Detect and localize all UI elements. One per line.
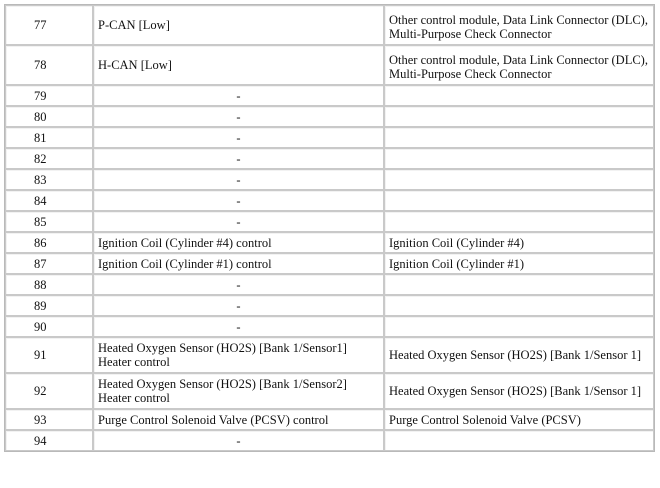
table-row (5, 295, 654, 316)
pin-description: - (93, 295, 384, 316)
pin-number: 78 (5, 45, 93, 85)
pin-connection (384, 5, 654, 45)
table-row (5, 190, 654, 211)
pin-connection (384, 430, 654, 451)
table-row (5, 253, 654, 274)
pin-description: - (93, 127, 384, 148)
connection-line: Multi-Purpose Check Connector (389, 27, 552, 41)
pin-connection: Ignition Coil (Cylinder #1) (384, 253, 654, 274)
pin-connection (384, 169, 654, 190)
connection-line: Multi-Purpose Check Connector (389, 67, 552, 81)
description-line: Heated Oxygen Sensor (HO2S) [Bank 1/Sensor1] (98, 341, 347, 355)
pin-connection (384, 45, 654, 85)
pin-number: 80 (5, 106, 93, 127)
pin-connection (384, 316, 654, 337)
pin-connection: Ignition Coil (Cylinder #4) (384, 232, 654, 253)
table-row (5, 373, 654, 409)
pin-description: Ignition Coil (Cylinder #1) control (93, 253, 384, 274)
pin-description (93, 373, 384, 409)
table-row (5, 5, 654, 45)
table-row (5, 127, 654, 148)
pin-description (93, 337, 384, 373)
description-line: P-CAN [Low] (98, 18, 170, 32)
pin-number: 90 (5, 316, 93, 337)
table-row (5, 232, 654, 253)
pin-connection (384, 127, 654, 148)
pin-description: - (93, 148, 384, 169)
pin-number: 85 (5, 211, 93, 232)
pin-number: 77 (5, 5, 93, 45)
table-row (5, 169, 654, 190)
pin-description: - (93, 106, 384, 127)
description-line: Heated Oxygen Sensor (HO2S) [Bank 1/Sensor2] (98, 377, 347, 391)
pin-description: - (93, 190, 384, 211)
pin-connection (384, 148, 654, 169)
pin-number: 91 (5, 337, 93, 373)
pin-connection (384, 274, 654, 295)
pin-number: 83 (5, 169, 93, 190)
pin-connection (384, 295, 654, 316)
pin-connection (384, 106, 654, 127)
pin-connection: Heated Oxygen Sensor (HO2S) [Bank 1/Sensor 1] (384, 373, 654, 409)
connection-line: Other control module, Data Link Connector (DLC), (389, 53, 648, 67)
pin-description: - (93, 430, 384, 451)
pin-number: 84 (5, 190, 93, 211)
pin-connection (384, 211, 654, 232)
pin-number: 87 (5, 253, 93, 274)
pin-connection: Heated Oxygen Sensor (HO2S) [Bank 1/Sensor 1] (384, 337, 654, 373)
pin-number: 92 (5, 373, 93, 409)
pin-number: 94 (5, 430, 93, 451)
pin-description: - (93, 274, 384, 295)
pin-connection (384, 85, 654, 106)
connection-line: Other control module, Data Link Connector (DLC), (389, 13, 648, 27)
pin-connection (384, 190, 654, 211)
pin-number: 86 (5, 232, 93, 253)
pin-connection: Purge Control Solenoid Valve (PCSV) (384, 409, 654, 430)
description-line: H-CAN [Low] (98, 58, 172, 72)
pin-description: Purge Control Solenoid Valve (PCSV) control (93, 409, 384, 430)
pin-function-table (4, 4, 655, 452)
table-row (5, 106, 654, 127)
table-row (5, 337, 654, 373)
pin-description: - (93, 85, 384, 106)
pin-number: 81 (5, 127, 93, 148)
table-row (5, 148, 654, 169)
pin-description (93, 45, 384, 85)
pin-description: - (93, 211, 384, 232)
pin-number: 88 (5, 274, 93, 295)
pin-number: 93 (5, 409, 93, 430)
description-line: Heater control (98, 355, 170, 369)
pin-description (93, 5, 384, 45)
pin-number: 89 (5, 295, 93, 316)
pin-description: - (93, 169, 384, 190)
table-row (5, 409, 654, 430)
description-line: Heater control (98, 391, 170, 405)
pin-number: 82 (5, 148, 93, 169)
table-row (5, 45, 654, 85)
table-row (5, 85, 654, 106)
table-row (5, 430, 654, 451)
pin-number: 79 (5, 85, 93, 106)
pin-description: - (93, 316, 384, 337)
pin-description: Ignition Coil (Cylinder #4) control (93, 232, 384, 253)
table-row (5, 211, 654, 232)
table-row (5, 316, 654, 337)
table-row (5, 274, 654, 295)
